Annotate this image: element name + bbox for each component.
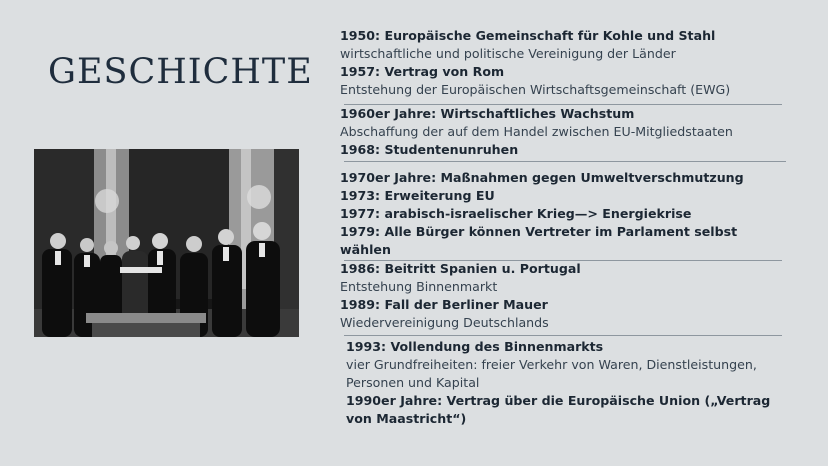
timeline-block-1960s	[340, 105, 786, 159]
slide-title: GESCHICHTE	[48, 52, 313, 92]
timeline-entry: 1977: arabisch-israelischer Krieg—> Energiekrise	[340, 206, 692, 221]
timeline-block-1950s	[340, 27, 786, 99]
timeline-entry: 1990er Jahre: Vertrag über die Europäische Union („Vertrag	[346, 393, 771, 408]
timeline-entry: 1957: Vertrag von Rom	[340, 64, 505, 79]
timeline-entry: 1989: Fall der Berliner Mauer	[340, 297, 548, 312]
timeline-entry: 1970er Jahre: Maßnahmen gegen Umweltverschmutzung	[340, 170, 744, 185]
historic-photo	[34, 149, 299, 337]
timeline-entry: 1960er Jahre: Wirtschaftliches Wachstum	[340, 106, 635, 121]
timeline-entry: Wiedervereinigung Deutschlands	[340, 315, 549, 330]
photo-illustration	[34, 149, 299, 337]
timeline-entry: wirtschaftliche und politische Vereinigung der Länder	[340, 46, 676, 61]
timeline-entry: Entstehung der Europäischen Wirtschaftsgemeinschaft (EWG)	[340, 82, 731, 97]
timeline-entry: 1950: Europäische Gemeinschaft für Kohle und Stahl	[340, 28, 716, 43]
timeline-entry: 1993: Vollendung des Binnenmarkts	[346, 339, 604, 354]
timeline-entry: von Maastricht“)	[346, 411, 467, 426]
timeline-block-1990s	[346, 338, 786, 428]
timeline-block-1980s	[340, 260, 786, 332]
divider	[344, 104, 782, 105]
timeline-entry: 1973: Erweiterung EU	[340, 188, 495, 203]
timeline-entry: vier Grundfreiheiten: freier Verkehr von Waren, Dienstleistungen,	[346, 357, 757, 372]
timeline-block-1970s	[340, 169, 786, 259]
divider	[344, 161, 786, 162]
timeline-entry: 1968: Studentenunruhen	[340, 142, 519, 157]
timeline-entry: Entstehung Binnenmarkt	[340, 279, 498, 294]
timeline-entry: 1986: Beitritt Spanien u. Portugal	[340, 261, 581, 276]
timeline-entry: Abschaffung der auf dem Handel zwischen EU-Mitgliedstaaten	[340, 124, 733, 139]
divider	[344, 260, 782, 261]
divider	[344, 335, 782, 336]
timeline-entry: Personen und Kapital	[346, 375, 480, 390]
timeline-entry: 1979: Alle Bürger können Vertreter im Parlament selbst	[340, 224, 738, 239]
timeline-entry: wählen	[340, 242, 391, 257]
